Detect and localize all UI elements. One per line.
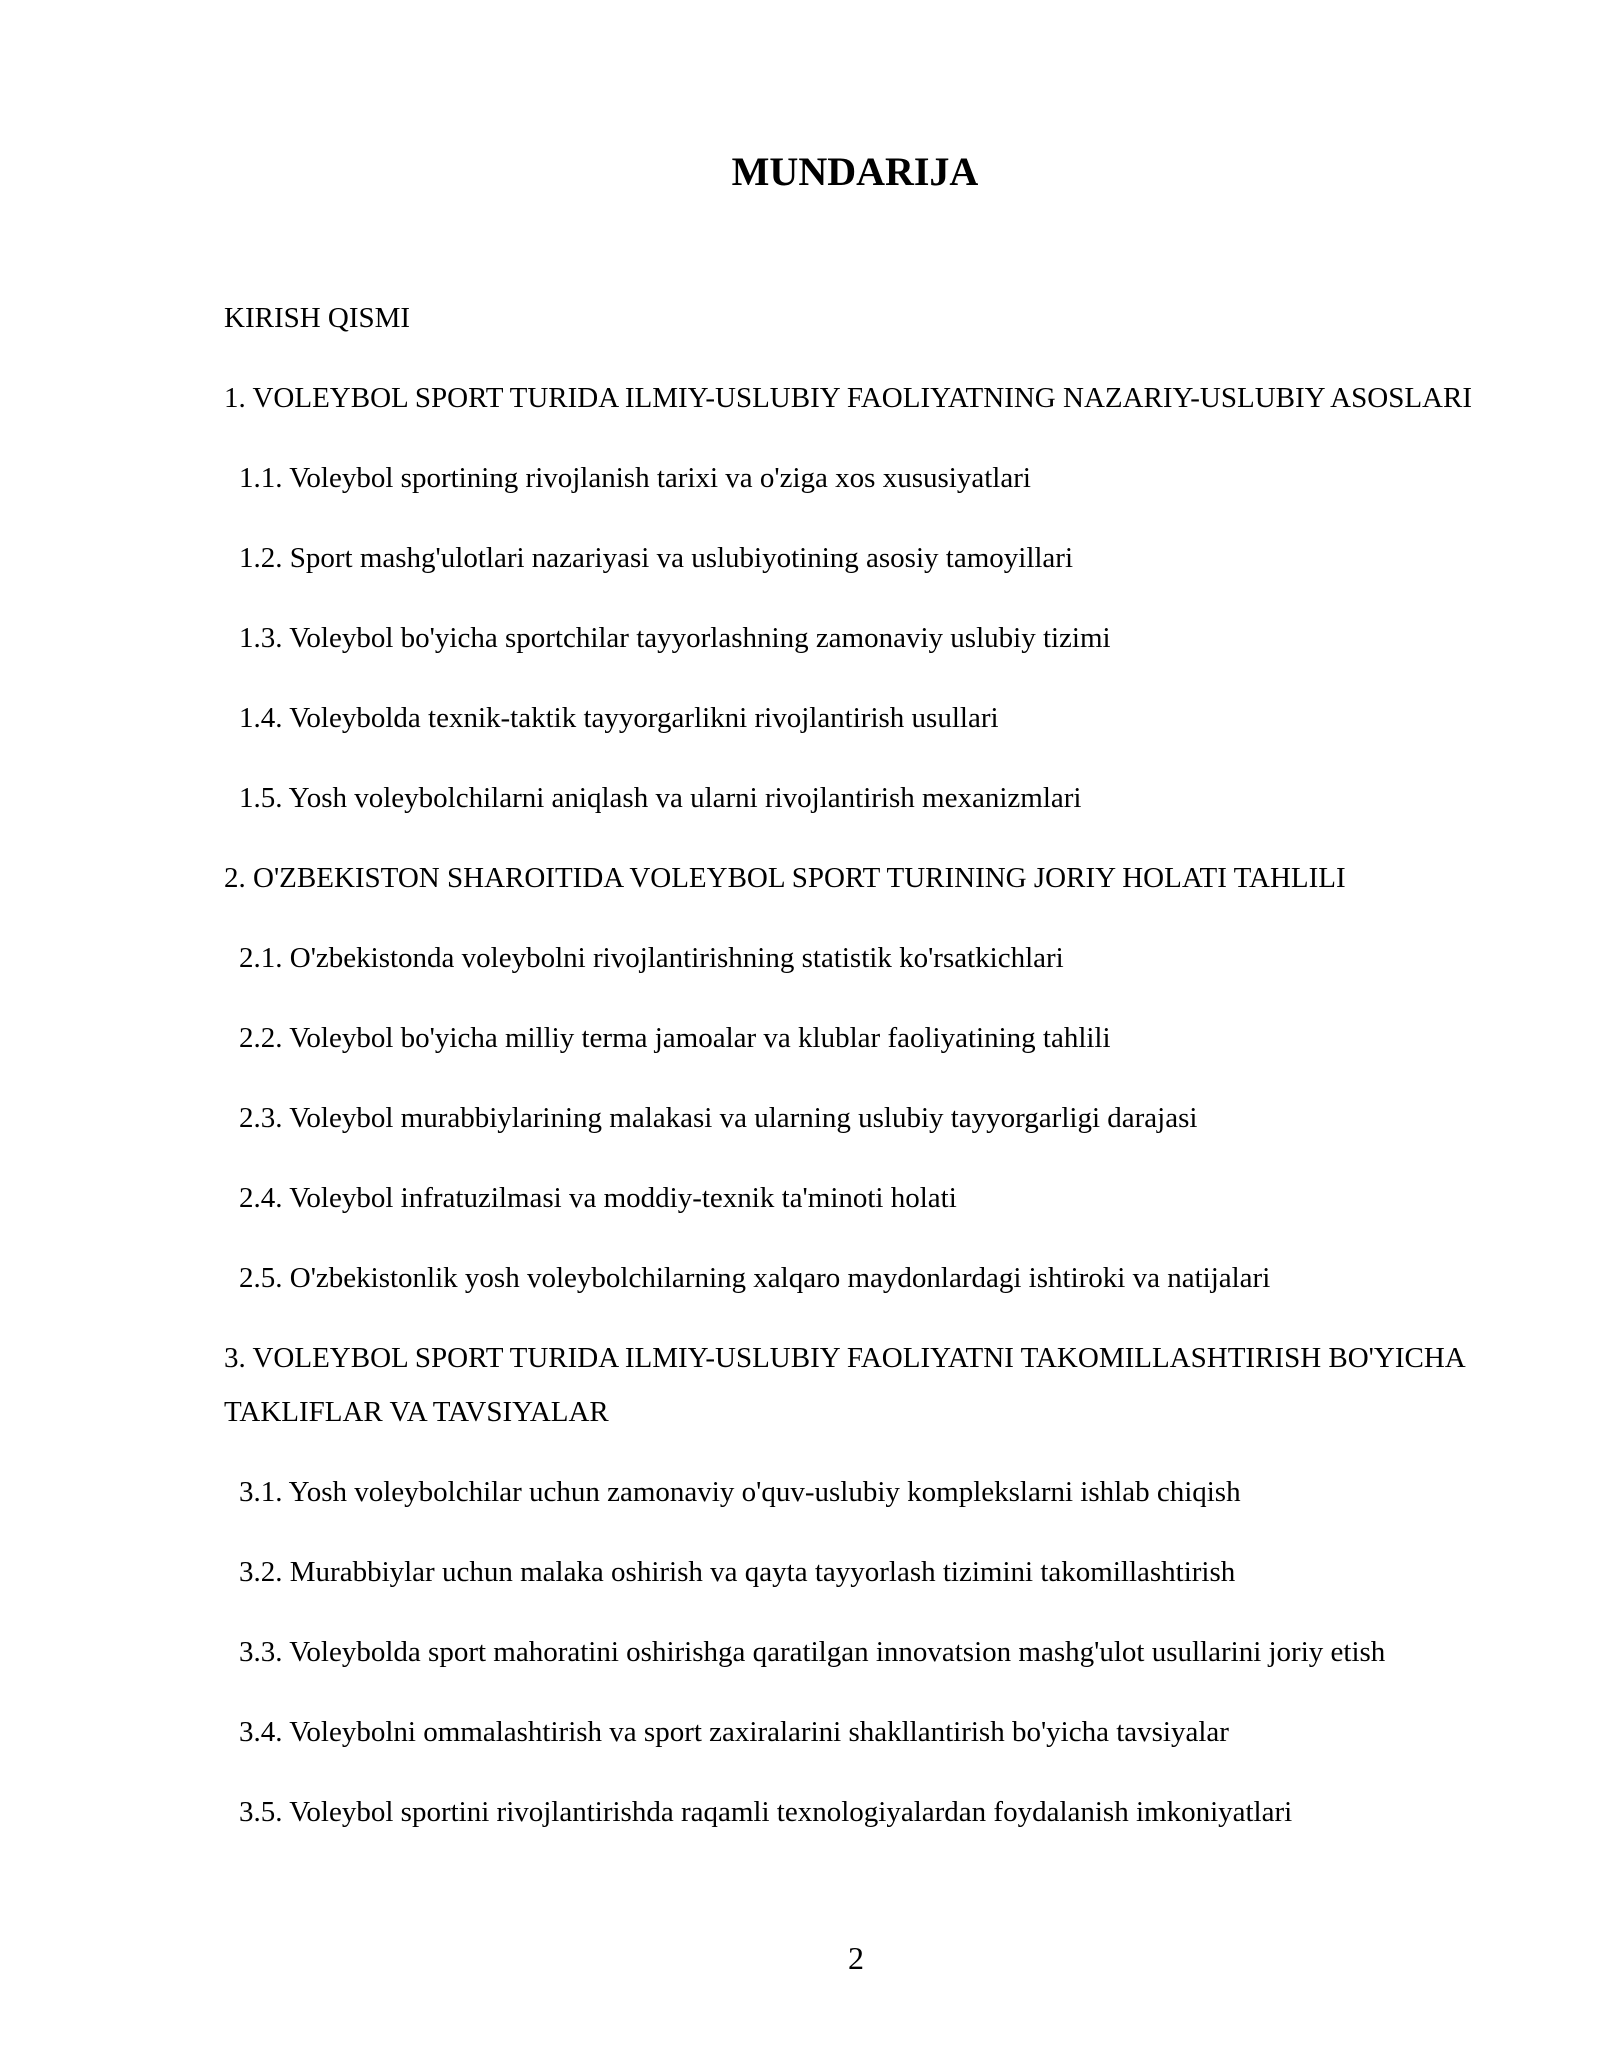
toc-section-2-1: 2.1. O'zbekistonda voleybolni rivojlantirishning statistik ko'rsatkichlari xyxy=(239,942,1064,974)
toc-section-2-2: 2.2. Voleybol bo'yicha milliy terma jamoalar va klublar faoliyatining tahlili xyxy=(239,1022,1111,1054)
toc-section-1-3: 1.3. Voleybol bo'yicha sportchilar tayyorlashning zamonaviy uslubiy tizimi xyxy=(239,622,1111,654)
toc-section-3-5: 3.5. Voleybol sportini rivojlantirishda raqamli texnologiyalardan foydalanish imkoniyatlari xyxy=(239,1796,1293,1828)
toc-section-1-1: 1.1. Voleybol sportining rivojlanish tarixi va o'ziga xos xususiyatlari xyxy=(239,462,1031,494)
toc-entry-intro: KIRISH QISMI xyxy=(224,302,411,334)
toc-chapter-2: 2. O'ZBEKISTON SHAROITIDA VOLEYBOL SPORT TURINING JORIY HOLATI TAHLILI xyxy=(224,862,1346,894)
toc-section-1-5: 1.5. Yosh voleybolchilarni aniqlash va ularni rivojlantirish mexanizmlari xyxy=(239,782,1082,814)
toc-section-2-3: 2.3. Voleybol murabbiylarining malakasi va ularning uslubiy tayyorgarligi darajasi xyxy=(239,1102,1198,1134)
toc-section-3-1: 3.1. Yosh voleybolchilar uchun zamonaviy o'quv-uslubiy komplekslarni ishlab chiqish xyxy=(239,1476,1241,1508)
toc-section-3-2: 3.2. Murabbiylar uchun malaka oshirish va qayta tayyorlash tizimini takomillashtirish xyxy=(239,1556,1236,1588)
page-title: MUNDARIJA xyxy=(731,149,979,194)
toc-chapter-3: 3. VOLEYBOL SPORT TURIDA ILMIY-USLUBIY FAOLIYATNI TAKOMILLASHTIRISH BO'YICHA TAKLIFLAR VA TAVSIYALAR xyxy=(224,1342,1465,1428)
page-number: 2 xyxy=(848,1940,864,1976)
toc-section-3-3: 3.3. Voleybolda sport mahoratini oshirishga qaratilgan innovatsion mashg'ulot usullarini joriy etish xyxy=(239,1636,1386,1668)
toc-section-2-5: 2.5. O'zbekistonlik yosh voleybolchilarning xalqaro maydonlardagi ishtiroki va natijalari xyxy=(239,1262,1271,1294)
toc-section-3-4: 3.4. Voleybolni ommalashtirish va sport zaxiralarini shakllantirish bo'yicha tavsiyalar xyxy=(239,1716,1229,1748)
toc-section-1-4: 1.4. Voleybolda texnik-taktik tayyorgarlikni rivojlantirish usullari xyxy=(239,702,999,734)
toc-section-1-2: 1.2. Sport mashg'ulotlari nazariyasi va uslubiyotining asosiy tamoyillari xyxy=(239,542,1074,574)
toc-section-2-4: 2.4. Voleybol infratuzilmasi va moddiy-texnik ta'minoti holati xyxy=(239,1182,957,1214)
toc-chapter-1: 1. VOLEYBOL SPORT TURIDA ILMIY-USLUBIY FAOLIYATNING NAZARIY-USLUBIY ASOSLARI xyxy=(224,382,1472,414)
table-of-contents xyxy=(224,291,1554,1865)
